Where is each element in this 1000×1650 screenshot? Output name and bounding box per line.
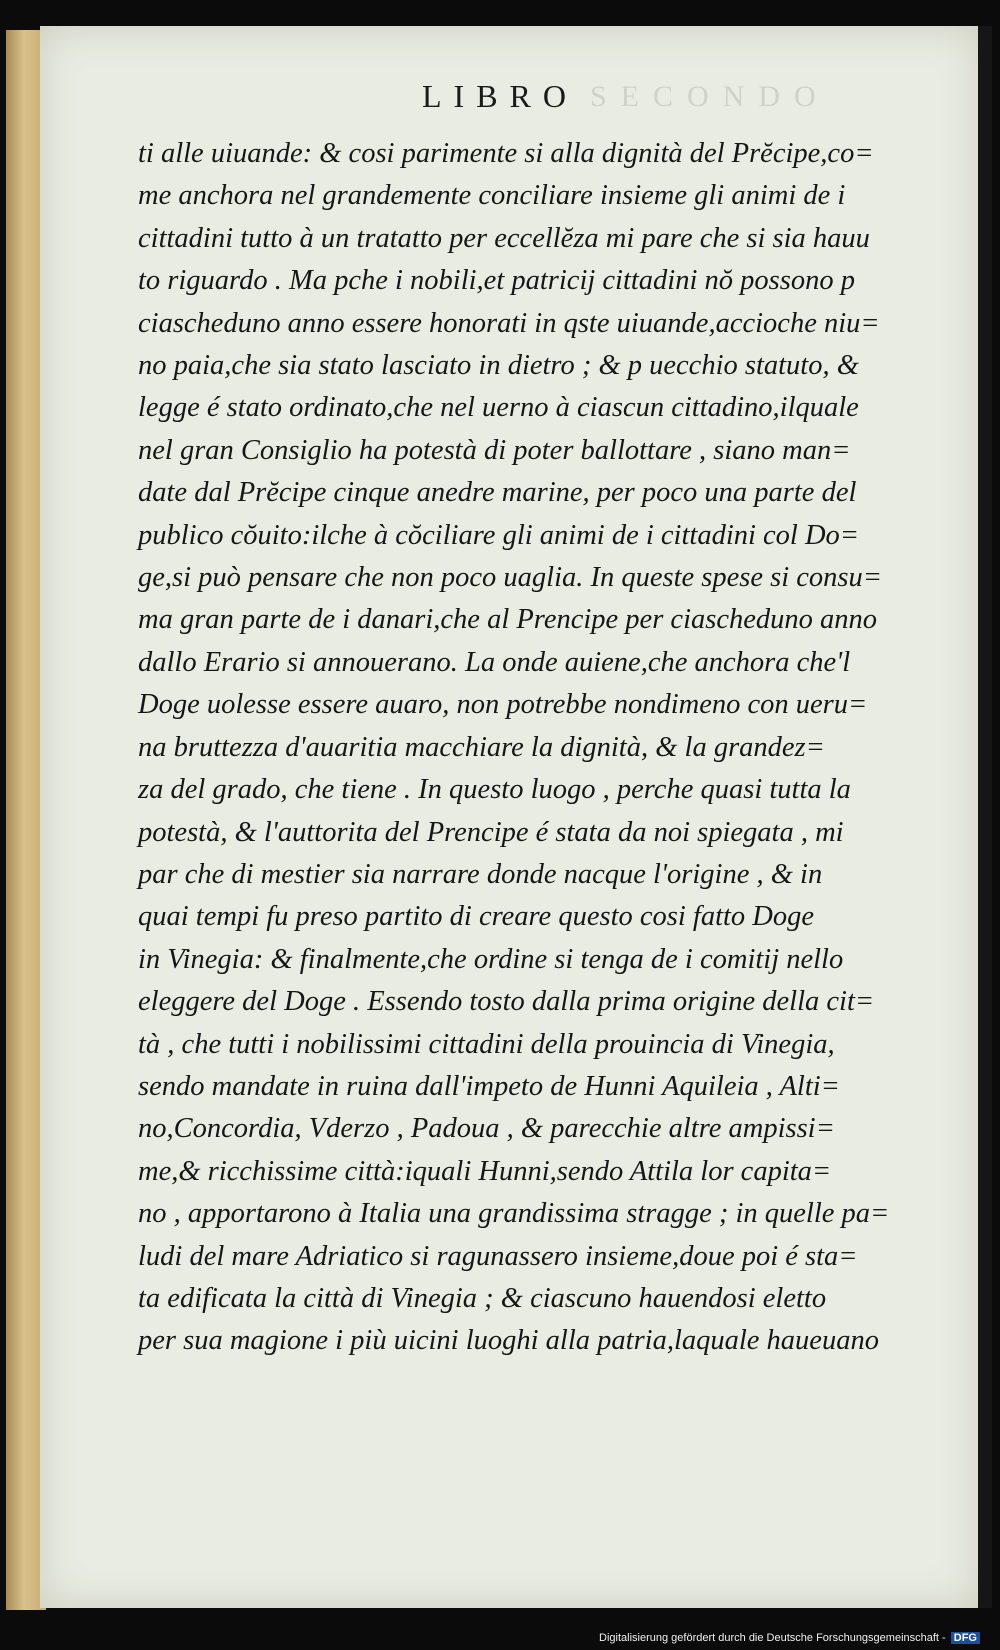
text-line: potestà, & l'auttorita del Prencipe é stata da noi spiegata , mi: [138, 816, 844, 848]
running-head: LIBRO: [422, 78, 578, 114]
text-line: legge é stato ordinato,che nel uerno à ciascun cittadino,ilquale: [138, 392, 859, 424]
text-line: sendo mandate in ruina dall'impeto de Hunni Aquileia , Alti=: [138, 1070, 840, 1102]
text-line: Doge uolesse essere auaro, non potrebbe nondimeno con ueru=: [138, 689, 868, 721]
text-line: no,Concordia, Vderzo , Padoua , & parecchie altre ampissi=: [138, 1113, 835, 1145]
text-line: za del grado, che tiene . In questo luogo , perche quasi tutta la: [138, 774, 851, 806]
body-text: [138, 133, 938, 1363]
text-line: dallo Erario si annouerano. La onde auiene,che anchora che'l: [138, 646, 851, 678]
digitization-credit: [599, 1632, 980, 1644]
text-line: na bruttezza d'auaritia macchiare la dignità, & la grandez=: [138, 731, 825, 763]
text-line: par che di mestier sia narrare donde nacque l'origine , & in: [138, 858, 823, 890]
credit-text: Digitalisierung gefördert durch die Deutsche Forschungsgemeinschaft -: [599, 1632, 946, 1644]
bleed-through-heading: SECONDO: [590, 80, 830, 113]
text-line: quai tempi fu preso partito di creare questo cosi fatto Doge: [138, 901, 815, 933]
text-line: cittadini tutto à un tratatto per eccellĕza mi pare che si sia hauu: [138, 222, 870, 254]
text-line: ta edificata la città di Vinegia ; & ciascuno hauendosi eletto: [138, 1282, 827, 1314]
text-line: in Vinegia: & finalmente,che ordine si tenga de i comitij nello: [138, 943, 844, 975]
text-line: to riguardo . Ma pche i nobili,et patricij cittadini nŏ possono p: [138, 265, 855, 297]
text-line: tà , che tutti i nobilissimi cittadini della prouincia di Vinegia,: [138, 1028, 835, 1060]
text-line: publico cŏuito:ilche à cŏciliare gli animi de i cittadini col Do=: [138, 519, 860, 551]
text-line: me,& ricchissime città:iquali Hunni,sendo Attila lor capita=: [138, 1155, 832, 1187]
text-line: ti alle uiuande: & cosi parimente si alla dignità del Prĕcipe,co=: [138, 138, 874, 169]
text-line: me anchora nel grandemente conciliare insieme gli animi de i: [138, 180, 846, 212]
text-line: no paia,che sia stato lasciato in dietro ; & p uecchio statuto, &: [138, 350, 859, 382]
text-line: nel gran Consiglio ha potestà di poter ballottare , siano man=: [138, 434, 851, 466]
text-line: date dal Prĕcipe cinque anedre marine, per poco una parte del: [138, 477, 857, 509]
text-line: no , apportarono à Italia una grandissima stragge ; in quelle pa=: [138, 1198, 890, 1230]
text-line: ludi del mare Adriatico si ragunassero insieme,doue poi é sta=: [138, 1240, 858, 1272]
text-line: per sua magione i più uicini luoghi alla patria,laquale haueuano: [138, 1325, 879, 1357]
text-line: ge,si può pensare che non poco uaglia. In queste spese si consu=: [138, 562, 883, 594]
dfg-logo: DFG: [951, 1632, 980, 1644]
book-spine-shadow: [978, 26, 992, 1608]
text-line: eleggere del Doge . Essendo tosto dalla prima origine della cit=: [138, 986, 875, 1018]
text-line: ma gran parte de i danari,che al Prencipe per ciascheduno anno: [138, 604, 878, 636]
text-line: ciascheduno anno essere honorati in qste uiuande,accioche niu=: [138, 307, 880, 339]
